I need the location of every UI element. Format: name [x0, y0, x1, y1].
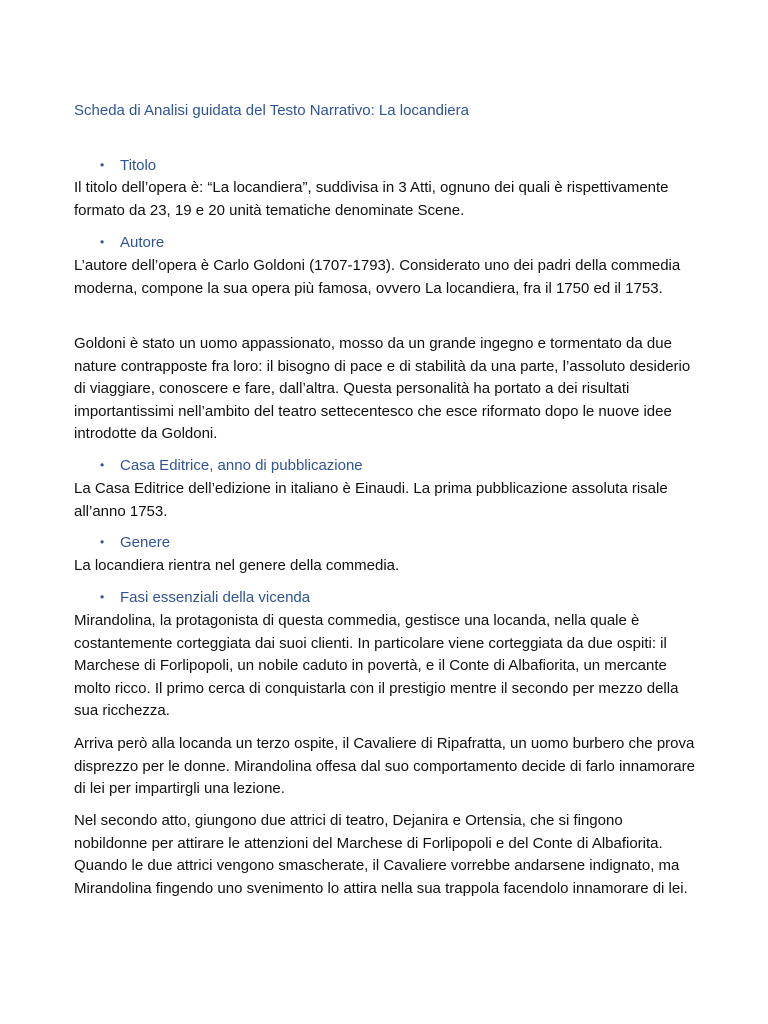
paragraph-fasi-1: Mirandolina, la protagonista di questa commedia, gestisce una locanda, nella quale è costantemente corteggiata dai suoi clienti. In particolare viene corteggiata da due ospiti: il Marchese di Forlipopoli, un nobile caduto in povertà, e il Conte di Albafiorita, un mercante molto ricco. Il primo cerca di conquistarla con il prestigio mentre il secondo per mezzo della sua ricchezza. [74, 612, 679, 719]
bullet-icon: • [100, 458, 105, 472]
bullet-icon: • [100, 590, 105, 604]
paragraph-casa-editrice: La Casa Editrice dell’edizione in italiano è Einaudi. La prima pubblicazione assoluta risale all’anno 1753. [74, 480, 668, 520]
section-heading-casa-editrice [74, 457, 363, 474]
paragraph-fasi-3: Nel secondo atto, giungono due attrici di teatro, Dejanira e Ortensia, che si fingono nobildonne per attirare le attenzioni del Marchese di Forlipopoli e del Conte di Albafiorita. Quando le due attrici vengono smascherate, il Cavaliere vorrebbe andarsene indignato, ma Mirandolina fingendo uno svenimento lo attira nella sua trappola facendolo innamorare di lei. [74, 812, 688, 897]
section-heading-label: Casa Editrice, anno di pubblicazione [120, 457, 363, 474]
section-heading-label: Genere [120, 534, 171, 551]
paragraph-titolo: Il titolo dell’opera è: “La locandiera”, suddivisa in 3 Atti, ognuno dei quali è rispettivamente formato da 23, 19 e 20 unità tematiche denominate Scene. [74, 179, 669, 219]
paragraph-fasi-2: Arriva però alla locanda un terzo ospite, il Cavaliere di Ripafratta, un uomo burbero che prova disprezzo per le donne. Mirandolina offesa dal suo comportamento decide di farlo innamorare di lei per impartirgli una lezione. [74, 735, 695, 797]
paragraph-genere: La locandiera rientra nel genere della commedia. [74, 557, 400, 574]
section-heading-label: Autore [120, 234, 165, 251]
paragraph-autore-1: L’autore dell’opera è Carlo Goldoni (1707-1793). Considerato uno dei padri della commedia moderna, compone la sua opera più famosa, ovvero La locandiera, fra il 1750 ed il 1753. [74, 257, 681, 297]
bullet-icon: • [100, 158, 105, 172]
section-heading-genere [74, 534, 170, 551]
bullet-icon: • [100, 235, 105, 249]
bullet-icon: • [100, 535, 105, 549]
section-heading-label: Fasi essenziali della vicenda [120, 589, 311, 606]
document-title: Scheda di Analisi guidata del Testo Narrativo: La locandiera [74, 102, 469, 119]
section-heading-titolo [74, 157, 156, 174]
section-heading-label: Titolo [120, 157, 157, 174]
paragraph-autore-2: Goldoni è stato un uomo appassionato, mosso da un grande ingegno e tormentato da due nature contrapposte fra loro: il bisogno di pace e di stabilità da una parte, l’assoluto desiderio di viaggiare, conoscere e fare, dall’altra. Questa personalità ha portato a dei risultati importantissimi nell’ambito del teatro settecentesco che esce riformato dopo le nuove idee introdotte da Goldoni. [74, 335, 691, 442]
section-heading-fasi [74, 589, 310, 606]
section-heading-autore [74, 234, 164, 251]
